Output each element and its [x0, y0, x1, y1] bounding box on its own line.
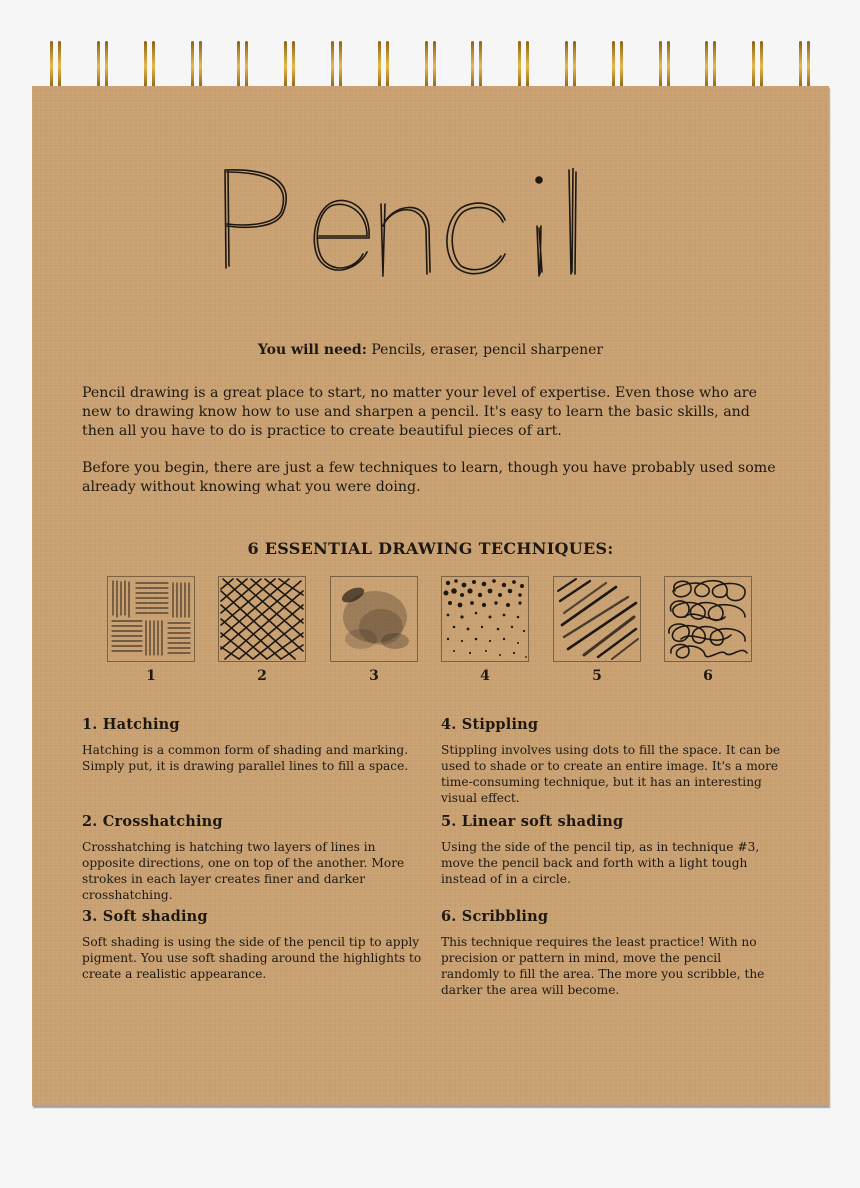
tile-number: 2: [257, 668, 267, 684]
tile-number: 6: [703, 668, 713, 684]
you-will-need-value: Pencils, eraser, pencil sharpener: [371, 342, 604, 358]
linear-soft-shading-sample-icon: [553, 576, 641, 662]
technique-body: Hatching is a common form of shading and marking. Simply put, it is drawing parallel lines to fill a space.: [82, 743, 409, 773]
technique-heading: 4. Stippling: [441, 716, 539, 733]
tile-number: 1: [146, 668, 156, 684]
technique-scribbling: [441, 908, 781, 998]
technique-heading: 2. Crosshatching: [82, 813, 223, 830]
scribbling-sample-icon: [664, 576, 752, 662]
page-title: [32, 168, 829, 292]
tile-number: 3: [369, 668, 379, 684]
technique-stippling: [441, 716, 781, 806]
technique-body: Crosshatching is hatching two layers of lines in opposite directions, one on top of the another. More strokes in each layer creates finer and darker crosshatching.: [82, 840, 405, 902]
you-will-need-line: [32, 342, 829, 358]
section-heading: 6 ESSENTIAL DRAWING TECHNIQUES:: [247, 539, 614, 558]
intro-paragraph: Pencil drawing is a great place to start, no matter your level of expertise. Even those who are new to drawing know how to use and sharpen a pencil. It's easy to learn the basic skills, and then all you have to do is practice to create beautiful pieces of art.: [82, 385, 757, 439]
stippling-sample-icon: [441, 576, 529, 662]
technique-crosshatching: [82, 813, 422, 903]
tile-number: 5: [592, 668, 602, 684]
technique-heading: 6. Scribbling: [441, 908, 549, 925]
technique-body: Soft shading is using the side of the pencil tip to apply pigment. You use soft shading around the highlights to create a realistic appearance.: [82, 935, 422, 981]
hatching-sample-icon: [107, 576, 195, 662]
technique-heading: 5. Linear soft shading: [441, 813, 624, 830]
technique-heading: 1. Hatching: [82, 716, 180, 733]
tile-number: 4: [480, 668, 490, 684]
technique-body: This technique requires the least practice! With no precision or pattern in mind, move the pencil randomly to fill the area. The more you scribble, the darker the area will become.: [441, 935, 765, 997]
technique-hatching: [82, 716, 422, 774]
technique-linear-soft-shading: [441, 813, 781, 887]
soft-shading-sample-icon: [330, 576, 418, 662]
intro-paragraph: Before you begin, there are just a few techniques to learn, though you have probably used some already without knowing what you were doing.: [82, 460, 776, 495]
technique-soft-shading: [82, 908, 422, 982]
pencil-title-lettering: [221, 168, 641, 288]
technique-heading: 3. Soft shading: [82, 908, 208, 925]
technique-body: Stippling involves using dots to fill the space. It can be used to shade or to create an entire image. It's a more time-consuming technique, but it has an interesting visual effect.: [441, 743, 781, 805]
you-will-need-label: You will need:: [257, 342, 367, 358]
crosshatching-sample-icon: [218, 576, 306, 662]
notebook-page: [32, 86, 829, 1106]
technique-body: Using the side of the pencil tip, as in technique #3, move the pencil back and forth with a light tough instead of in a circle.: [441, 840, 760, 886]
